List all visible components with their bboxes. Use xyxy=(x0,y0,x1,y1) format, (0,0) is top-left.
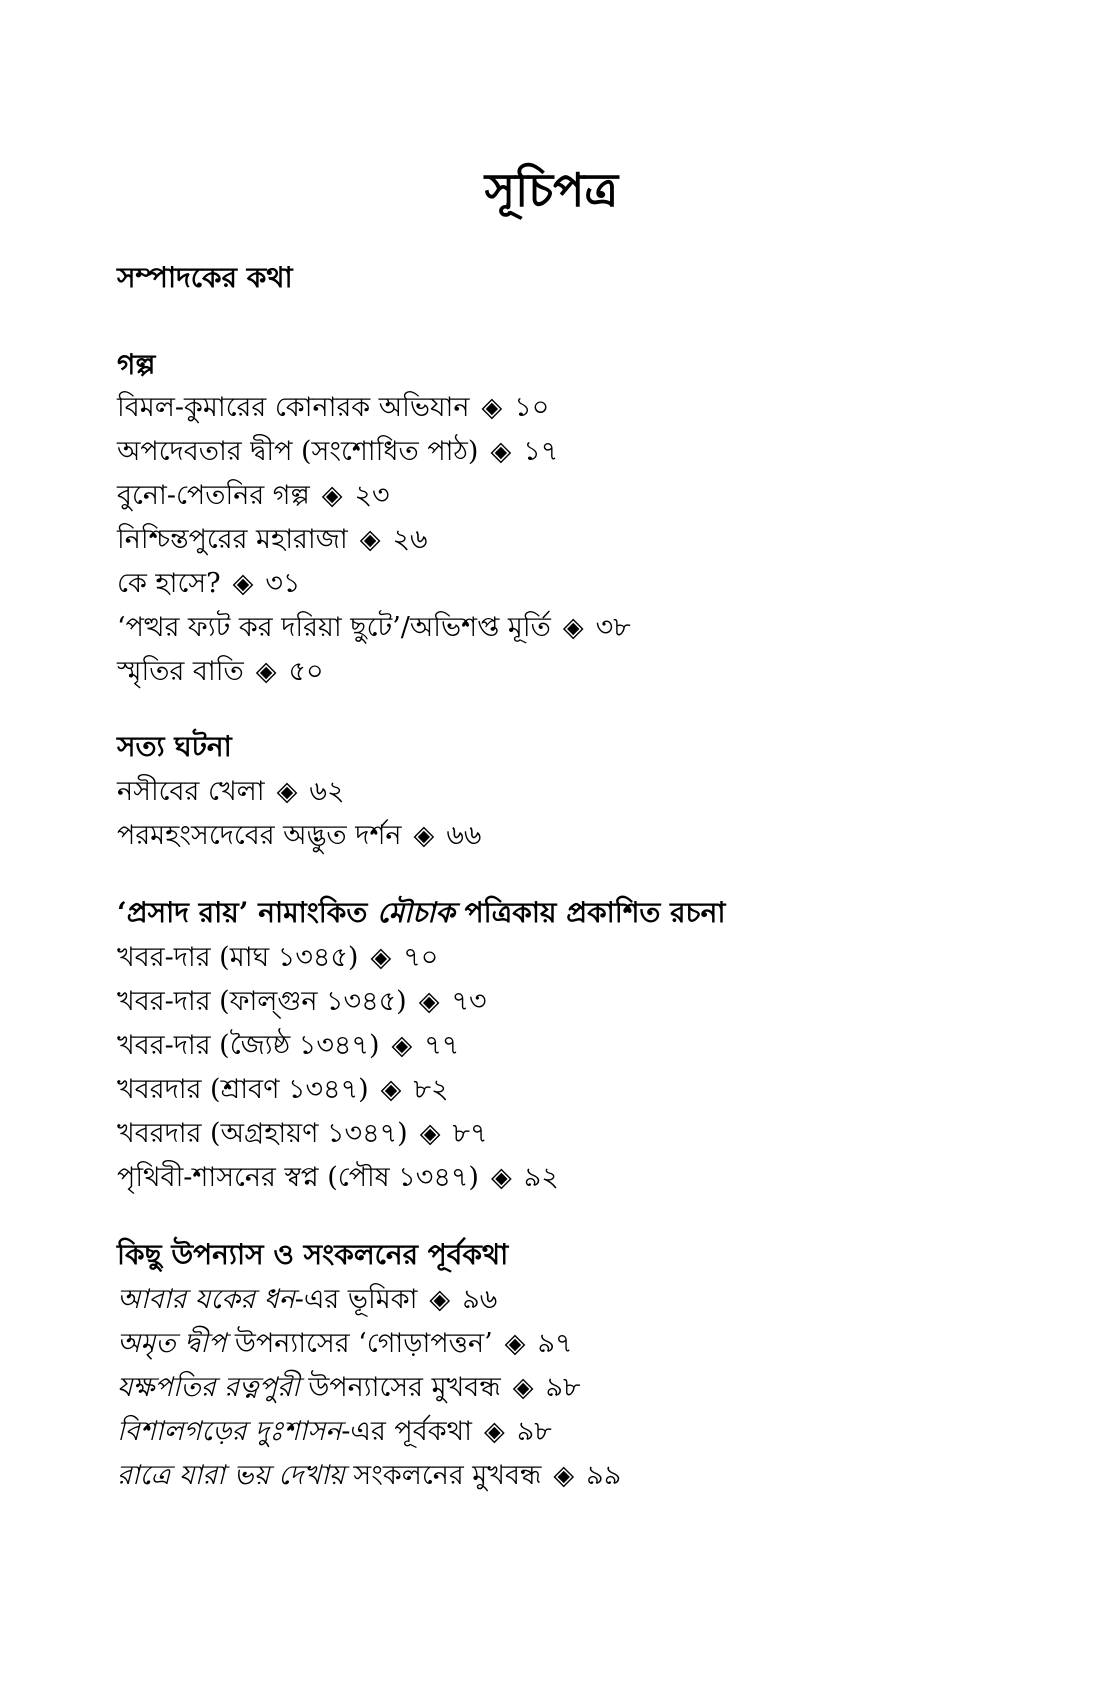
toc-entry xyxy=(117,1456,621,1496)
toc-entry xyxy=(117,982,487,1022)
toc-entry xyxy=(117,1280,497,1320)
entry-page: ৭০ xyxy=(403,942,439,973)
entry-page: ৩৮ xyxy=(595,612,631,643)
entry-title: ‘পত্থর ফ্যট কর দরিয়া ছুটে’/অভিশপ্ত মূর্তি xyxy=(117,612,551,643)
entry-title: কে হাসে? xyxy=(117,568,221,599)
entry-page: ১০ xyxy=(514,392,550,423)
entry-page: ৫০ xyxy=(288,656,324,687)
heading-part: পত্রিকায় প্রকাশিত রচনা xyxy=(454,896,726,929)
toc-entry xyxy=(117,1412,552,1452)
entry-title: খবরদার (শ্রাবণ ১৩৪৭) xyxy=(117,1074,369,1105)
diamond-separator-icon: ◈ xyxy=(391,1030,413,1061)
toc-entry xyxy=(117,432,558,472)
heading-part: ‘প্রসাদ রায়’ নামাংকিত xyxy=(117,896,378,929)
toc-entry xyxy=(117,1324,573,1364)
diamond-separator-icon: ◈ xyxy=(419,1118,441,1149)
diamond-separator-icon: ◈ xyxy=(359,524,381,555)
entry-page: ৯৮ xyxy=(516,1416,552,1447)
entry-title: পরমহংসদেবের অদ্ভুত দর্শন xyxy=(117,820,402,851)
diamond-separator-icon: ◈ xyxy=(490,436,512,467)
entry-title: নসীবের খেলা xyxy=(117,776,265,807)
diamond-separator-icon: ◈ xyxy=(418,986,440,1017)
diamond-separator-icon: ◈ xyxy=(255,656,277,687)
entry-title: নিশ্চিন্তপুরের মহারাজা xyxy=(117,524,348,555)
entry-page: ৯৯ xyxy=(586,1460,622,1491)
toc-entry xyxy=(117,520,428,560)
editor-note-heading: সম্পাদকের কথা xyxy=(117,261,293,294)
entry-title: পৃথিবী-শাসনের স্বপ্ন (পৌষ ১৩৪৭) xyxy=(117,1162,479,1193)
toc-entry xyxy=(117,564,300,604)
entry-page: ৯৮ xyxy=(545,1372,581,1403)
entry-title-italic: বিশালগড়ের দুঃশাসন xyxy=(117,1416,342,1447)
diamond-separator-icon: ◈ xyxy=(490,1162,512,1193)
entry-page: ৭৭ xyxy=(424,1030,460,1061)
entry-title: সংকলনের মুখবন্ধ xyxy=(344,1460,542,1491)
diamond-separator-icon: ◈ xyxy=(370,942,392,973)
entry-title-italic: অমৃত দ্বীপ xyxy=(117,1328,227,1359)
entry-title: বুনো-পেতনির গল্প xyxy=(117,480,310,511)
diamond-separator-icon: ◈ xyxy=(276,776,298,807)
toc-entry xyxy=(117,1158,559,1198)
entry-page: ১৭ xyxy=(523,436,559,467)
section-heading-mouchak xyxy=(117,893,725,933)
entry-page: ২৬ xyxy=(392,524,428,555)
page-title: সূচিপত্র xyxy=(484,163,619,217)
entry-page: ৬৬ xyxy=(446,820,482,851)
diamond-separator-icon: ◈ xyxy=(429,1284,451,1315)
entry-title: -এর ভূমিকা xyxy=(294,1284,418,1315)
toc-entry xyxy=(117,1070,449,1110)
toc-entry xyxy=(117,772,345,812)
diamond-separator-icon: ◈ xyxy=(512,1372,534,1403)
entry-title: স্মৃতির বাতি xyxy=(117,656,244,687)
entry-title-italic: আবার যকের ধন xyxy=(117,1284,295,1315)
section-heading-stories: গল্প xyxy=(117,348,156,381)
entry-page: ৬২ xyxy=(309,776,345,807)
entry-page: ৭৩ xyxy=(451,986,487,1017)
entry-title: বিমল-কুমারের কোনারক অভিযান xyxy=(117,392,470,423)
entry-title: খবর-দার (জ্যৈষ্ঠ ১৩৪৭) xyxy=(117,1030,380,1061)
entry-title: খবরদার (অগ্রহায়ণ ১৩৪৭) xyxy=(117,1118,408,1149)
diamond-separator-icon: ◈ xyxy=(504,1328,526,1359)
diamond-separator-icon: ◈ xyxy=(481,392,503,423)
section-heading-true-events: সত্য ঘটনা xyxy=(117,730,232,763)
diamond-separator-icon: ◈ xyxy=(232,568,254,599)
entry-title: উপন্যাসের মুখবন্ধ xyxy=(299,1372,501,1403)
toc-entry xyxy=(117,1114,488,1154)
entry-page: ৮৭ xyxy=(452,1118,488,1149)
diamond-separator-icon: ◈ xyxy=(553,1460,575,1491)
toc-entry xyxy=(117,476,390,516)
diamond-separator-icon: ◈ xyxy=(380,1074,402,1105)
toc-entry xyxy=(117,388,549,428)
heading-part-magazine: মৌচাক xyxy=(377,896,455,929)
section-heading-prefaces: কিছু উপন্যাস ও সংকলনের পূর্বকথা xyxy=(117,1238,509,1271)
toc-entry xyxy=(117,608,631,648)
entry-page: ৯২ xyxy=(523,1162,559,1193)
entry-title: খবর-দার (মাঘ ১৩৪৫) xyxy=(117,942,359,973)
entry-page: ৩১ xyxy=(265,568,301,599)
entry-page: ৯৬ xyxy=(462,1284,498,1315)
entry-title: অপদেবতার দ্বীপ (সংশোধিত পাঠ) xyxy=(117,436,479,467)
toc-entry xyxy=(117,938,438,978)
diamond-separator-icon: ◈ xyxy=(321,480,343,511)
toc-entry xyxy=(117,816,481,856)
toc-entry xyxy=(117,652,324,692)
toc-entry xyxy=(117,1368,581,1408)
entry-title: খবর-দার (ফাল্গুন ১৩৪৫) xyxy=(117,986,407,1017)
diamond-separator-icon: ◈ xyxy=(413,820,435,851)
diamond-separator-icon: ◈ xyxy=(562,612,584,643)
entry-title: -এর পূর্বকথা xyxy=(341,1416,472,1447)
entry-page: ২৩ xyxy=(354,480,390,511)
entry-page: ৮২ xyxy=(413,1074,449,1105)
toc-entry xyxy=(117,1026,459,1066)
diamond-separator-icon: ◈ xyxy=(483,1416,505,1447)
entry-page: ৯৭ xyxy=(537,1328,573,1359)
entry-title-italic: যক্ষপতির রত্নপুরী xyxy=(117,1372,300,1403)
entry-title-italic: রাত্রে যারা ভয় দেখায় xyxy=(117,1460,345,1491)
entry-title: উপন্যাসের ‘গোড়াপত্তন’ xyxy=(226,1328,493,1359)
